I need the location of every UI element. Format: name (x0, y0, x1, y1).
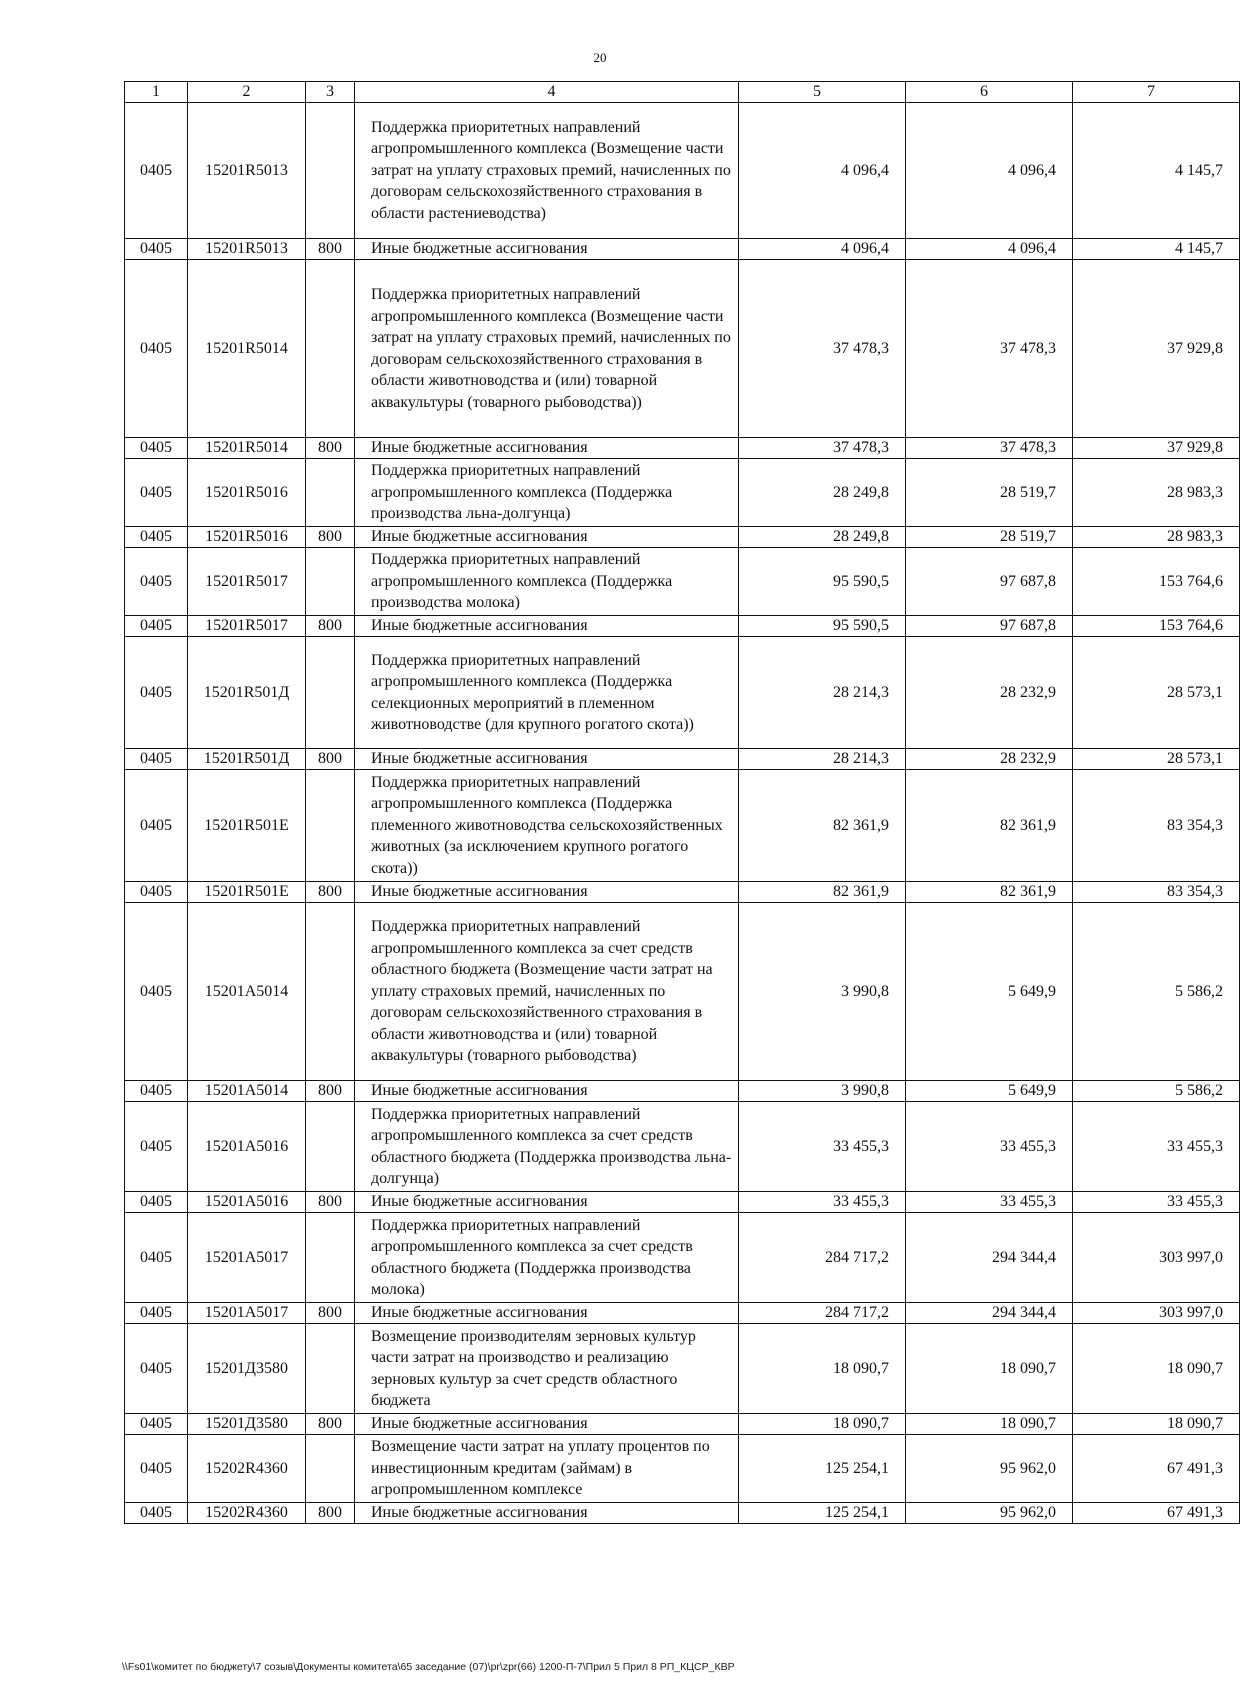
amount-col7-cell: 37 929,8 (1073, 438, 1240, 459)
amount-col5-cell: 37 478,3 (739, 260, 906, 438)
expense-type-cell (306, 637, 355, 749)
amount-col5-cell: 28 249,8 (739, 459, 906, 527)
target-code-cell: 15201A5017 (188, 1213, 306, 1303)
target-code-cell: 15201R5013 (188, 239, 306, 260)
amount-col5-cell: 33 455,3 (739, 1102, 906, 1192)
table-row (125, 1102, 1240, 1192)
target-code-cell: 15201R5017 (188, 616, 306, 637)
table-row (125, 1414, 1240, 1435)
expense-type-cell: 800 (306, 1192, 355, 1213)
section-code-cell: 0405 (125, 239, 188, 260)
description-cell: Иные бюджетные ассигнования (355, 438, 739, 459)
description-cell: Иные бюджетные ассигнования (355, 749, 739, 770)
target-code-cell: 15201A5016 (188, 1192, 306, 1213)
description-cell: Иные бюджетные ассигнования (355, 1081, 739, 1102)
table-row (125, 459, 1240, 527)
description-cell: Поддержка приоритетных направлений агропромышленного комплекса за счет средств областного бюджета (Возмещение части затрат на уплату страховых премий, начисленных по договорам сельскохозяйственного страхования в области животноводства и (или) товарной аквакультуры (товарного рыбоводства) (355, 903, 739, 1081)
section-code-cell: 0405 (125, 527, 188, 548)
table-row (125, 239, 1240, 260)
table-row (125, 548, 1240, 616)
amount-col6-cell: 294 344,4 (906, 1303, 1073, 1324)
description-cell: Иные бюджетные ассигнования (355, 1503, 739, 1524)
target-code-cell: 15201R5016 (188, 459, 306, 527)
amount-col5-cell: 33 455,3 (739, 1192, 906, 1213)
amount-col5-cell: 28 214,3 (739, 637, 906, 749)
table-row (125, 903, 1240, 1081)
amount-col6-cell: 82 361,9 (906, 882, 1073, 903)
column-header-1: 1 (125, 82, 188, 103)
amount-col6-cell: 18 090,7 (906, 1324, 1073, 1414)
description-cell: Возмещение части затрат на уплату процентов по инвестиционным кредитам (займам) в агропромышленном комплексе (355, 1435, 739, 1503)
amount-col5-cell: 125 254,1 (739, 1503, 906, 1524)
table-row (125, 1081, 1240, 1102)
target-code-cell: 15201Д3580 (188, 1324, 306, 1414)
expense-type-cell: 800 (306, 1303, 355, 1324)
amount-col7-cell: 303 997,0 (1073, 1303, 1240, 1324)
description-cell: Иные бюджетные ассигнования (355, 1414, 739, 1435)
target-code-cell: 15201R5014 (188, 260, 306, 438)
amount-col5-cell: 28 214,3 (739, 749, 906, 770)
expense-type-cell (306, 1102, 355, 1192)
amount-col7-cell: 83 354,3 (1073, 770, 1240, 882)
amount-col5-cell: 82 361,9 (739, 882, 906, 903)
expense-type-cell (306, 1324, 355, 1414)
amount-col7-cell: 18 090,7 (1073, 1414, 1240, 1435)
table-row (125, 770, 1240, 882)
description-cell: Поддержка приоритетных направлений агропромышленного комплекса за счет средств областного бюджета (Поддержка производства льна-долгунца) (355, 1102, 739, 1192)
amount-col5-cell: 95 590,5 (739, 616, 906, 637)
table-row (125, 1435, 1240, 1503)
description-cell: Иные бюджетные ассигнования (355, 616, 739, 637)
description-cell: Поддержка приоритетных направлений агропромышленного комплекса (Поддержка производства льна-долгунца) (355, 459, 739, 527)
table-row (125, 103, 1240, 239)
table-row (125, 749, 1240, 770)
amount-col5-cell: 82 361,9 (739, 770, 906, 882)
budget-table (124, 81, 1240, 1524)
section-code-cell: 0405 (125, 1192, 188, 1213)
amount-col6-cell: 95 962,0 (906, 1435, 1073, 1503)
expense-type-cell: 800 (306, 239, 355, 260)
table-row (125, 1192, 1240, 1213)
table-row (125, 438, 1240, 459)
section-code-cell: 0405 (125, 749, 188, 770)
description-cell: Поддержка приоритетных направлений агропромышленного комплекса за счет средств областного бюджета (Поддержка производства молока) (355, 1213, 739, 1303)
amount-col7-cell: 33 455,3 (1073, 1102, 1240, 1192)
amount-col6-cell: 28 519,7 (906, 527, 1073, 548)
amount-col5-cell: 3 990,8 (739, 1081, 906, 1102)
target-code-cell: 15201R5013 (188, 103, 306, 239)
amount-col7-cell: 4 145,7 (1073, 239, 1240, 260)
target-code-cell: 15201A5014 (188, 1081, 306, 1102)
amount-col5-cell: 284 717,2 (739, 1213, 906, 1303)
section-code-cell: 0405 (125, 1303, 188, 1324)
section-code-cell: 0405 (125, 438, 188, 459)
expense-type-cell: 800 (306, 1081, 355, 1102)
amount-col7-cell: 153 764,6 (1073, 548, 1240, 616)
header-row (125, 82, 1240, 103)
amount-col6-cell: 4 096,4 (906, 103, 1073, 239)
target-code-cell: 15201Д3580 (188, 1414, 306, 1435)
amount-col5-cell: 28 249,8 (739, 527, 906, 548)
table-row (125, 616, 1240, 637)
section-code-cell: 0405 (125, 1102, 188, 1192)
section-code-cell: 0405 (125, 1081, 188, 1102)
page-number: 20 (593, 50, 607, 65)
amount-col7-cell: 4 145,7 (1073, 103, 1240, 239)
amount-col7-cell: 28 573,1 (1073, 749, 1240, 770)
column-header-5: 5 (739, 82, 906, 103)
amount-col6-cell: 28 232,9 (906, 749, 1073, 770)
target-code-cell: 15201A5014 (188, 903, 306, 1081)
target-code-cell: 15201R501E (188, 770, 306, 882)
amount-col5-cell: 4 096,4 (739, 239, 906, 260)
table-row (125, 637, 1240, 749)
expense-type-cell: 800 (306, 616, 355, 637)
amount-col6-cell: 294 344,4 (906, 1213, 1073, 1303)
section-code-cell: 0405 (125, 459, 188, 527)
table-row (125, 1324, 1240, 1414)
section-code-cell: 0405 (125, 770, 188, 882)
expense-type-cell: 800 (306, 882, 355, 903)
target-code-cell: 15201R501E (188, 882, 306, 903)
target-code-cell: 15201R5017 (188, 548, 306, 616)
description-cell: Возмещение производителям зерновых культур части затрат на производство и реализацию зерновых культур за счет средств областного бюджета (355, 1324, 739, 1414)
target-code-cell: 15202R4360 (188, 1503, 306, 1524)
description-cell: Поддержка приоритетных направлений агропромышленного комплекса (Поддержка племенного животноводства сельскохозяйственных животных (за исключением крупного рогатого скота)) (355, 770, 739, 882)
expense-type-cell (306, 260, 355, 438)
section-code-cell: 0405 (125, 882, 188, 903)
amount-col6-cell: 28 519,7 (906, 459, 1073, 527)
amount-col6-cell: 5 649,9 (906, 903, 1073, 1081)
amount-col5-cell: 4 096,4 (739, 103, 906, 239)
expense-type-cell (306, 903, 355, 1081)
amount-col5-cell: 95 590,5 (739, 548, 906, 616)
section-code-cell: 0405 (125, 637, 188, 749)
amount-col7-cell: 28 573,1 (1073, 637, 1240, 749)
column-header-6: 6 (906, 82, 1073, 103)
target-code-cell: 15201R501Д (188, 749, 306, 770)
expense-type-cell: 800 (306, 1503, 355, 1524)
file-path-footer: \\Fs01\комитет по бюджету\7 созыв\Документы комитета\65 заседание (07)\pr\zpr(66) 1200-П-7\Прил 5 Прил 8 РП_КЦСР_КВР (122, 1661, 735, 1673)
amount-col5-cell: 3 990,8 (739, 903, 906, 1081)
table-row (125, 527, 1240, 548)
table-row (125, 1503, 1240, 1524)
amount-col7-cell: 153 764,6 (1073, 616, 1240, 637)
section-code-cell: 0405 (125, 616, 188, 637)
amount-col7-cell: 37 929,8 (1073, 260, 1240, 438)
target-code-cell: 15201A5017 (188, 1303, 306, 1324)
amount-col6-cell: 37 478,3 (906, 260, 1073, 438)
amount-col7-cell: 5 586,2 (1073, 1081, 1240, 1102)
expense-type-cell (306, 103, 355, 239)
description-cell: Поддержка приоритетных направлений агропромышленного комплекса (Возмещение части затрат на уплату страховых премий, начисленных по договорам сельскохозяйственного страхования в области растениеводства) (355, 103, 739, 239)
amount-col6-cell: 33 455,3 (906, 1102, 1073, 1192)
section-code-cell: 0405 (125, 103, 188, 239)
target-code-cell: 15201R501Д (188, 637, 306, 749)
section-code-cell: 0405 (125, 1435, 188, 1503)
amount-col5-cell: 18 090,7 (739, 1414, 906, 1435)
expense-type-cell (306, 1435, 355, 1503)
amount-col5-cell: 18 090,7 (739, 1324, 906, 1414)
amount-col5-cell: 37 478,3 (739, 438, 906, 459)
expense-type-cell: 800 (306, 1414, 355, 1435)
amount-col7-cell: 67 491,3 (1073, 1435, 1240, 1503)
expense-type-cell (306, 548, 355, 616)
amount-col6-cell: 4 096,4 (906, 239, 1073, 260)
section-code-cell: 0405 (125, 1213, 188, 1303)
amount-col7-cell: 67 491,3 (1073, 1503, 1240, 1524)
table-row (125, 882, 1240, 903)
amount-col5-cell: 284 717,2 (739, 1303, 906, 1324)
section-code-cell: 0405 (125, 903, 188, 1081)
amount-col6-cell: 97 687,8 (906, 548, 1073, 616)
amount-col5-cell: 125 254,1 (739, 1435, 906, 1503)
amount-col6-cell: 28 232,9 (906, 637, 1073, 749)
description-cell: Иные бюджетные ассигнования (355, 239, 739, 260)
amount-col6-cell: 18 090,7 (906, 1414, 1073, 1435)
column-header-3: 3 (306, 82, 355, 103)
target-code-cell: 15202R4360 (188, 1435, 306, 1503)
expense-type-cell (306, 1213, 355, 1303)
description-cell: Иные бюджетные ассигнования (355, 1192, 739, 1213)
table-row (125, 260, 1240, 438)
amount-col7-cell: 303 997,0 (1073, 1213, 1240, 1303)
section-code-cell: 0405 (125, 1414, 188, 1435)
expense-type-cell (306, 459, 355, 527)
amount-col7-cell: 83 354,3 (1073, 882, 1240, 903)
amount-col7-cell: 33 455,3 (1073, 1192, 1240, 1213)
section-code-cell: 0405 (125, 1503, 188, 1524)
description-cell: Иные бюджетные ассигнования (355, 1303, 739, 1324)
description-cell: Иные бюджетные ассигнования (355, 882, 739, 903)
amount-col7-cell: 28 983,3 (1073, 459, 1240, 527)
amount-col6-cell: 5 649,9 (906, 1081, 1073, 1102)
column-header-2: 2 (188, 82, 306, 103)
table-row (125, 1213, 1240, 1303)
amount-col6-cell: 33 455,3 (906, 1192, 1073, 1213)
target-code-cell: 15201R5016 (188, 527, 306, 548)
amount-col6-cell: 97 687,8 (906, 616, 1073, 637)
expense-type-cell: 800 (306, 527, 355, 548)
column-header-4: 4 (355, 82, 739, 103)
expense-type-cell: 800 (306, 438, 355, 459)
description-cell: Поддержка приоритетных направлений агропромышленного комплекса (Возмещение части затрат на уплату страховых премий, начисленных по договорам сельскохозяйственного страхования в области животноводства и (или) товарной аквакультуры (товарного рыбоводства)) (355, 260, 739, 438)
amount-col6-cell: 82 361,9 (906, 770, 1073, 882)
expense-type-cell: 800 (306, 749, 355, 770)
amount-col7-cell: 18 090,7 (1073, 1324, 1240, 1414)
target-code-cell: 15201A5016 (188, 1102, 306, 1192)
section-code-cell: 0405 (125, 548, 188, 616)
target-code-cell: 15201R5014 (188, 438, 306, 459)
description-cell: Поддержка приоритетных направлений агропромышленного комплекса (Поддержка производства молока) (355, 548, 739, 616)
amount-col7-cell: 5 586,2 (1073, 903, 1240, 1081)
description-cell: Поддержка приоритетных направлений агропромышленного комплекса (Поддержка селекционных мероприятий в племенном животноводстве (для крупного рогатого скота)) (355, 637, 739, 749)
table-row (125, 1303, 1240, 1324)
section-code-cell: 0405 (125, 1324, 188, 1414)
expense-type-cell (306, 770, 355, 882)
description-cell: Иные бюджетные ассигнования (355, 527, 739, 548)
section-code-cell: 0405 (125, 260, 188, 438)
amount-col6-cell: 37 478,3 (906, 438, 1073, 459)
column-header-7: 7 (1073, 82, 1240, 103)
amount-col7-cell: 28 983,3 (1073, 527, 1240, 548)
amount-col6-cell: 95 962,0 (906, 1503, 1073, 1524)
